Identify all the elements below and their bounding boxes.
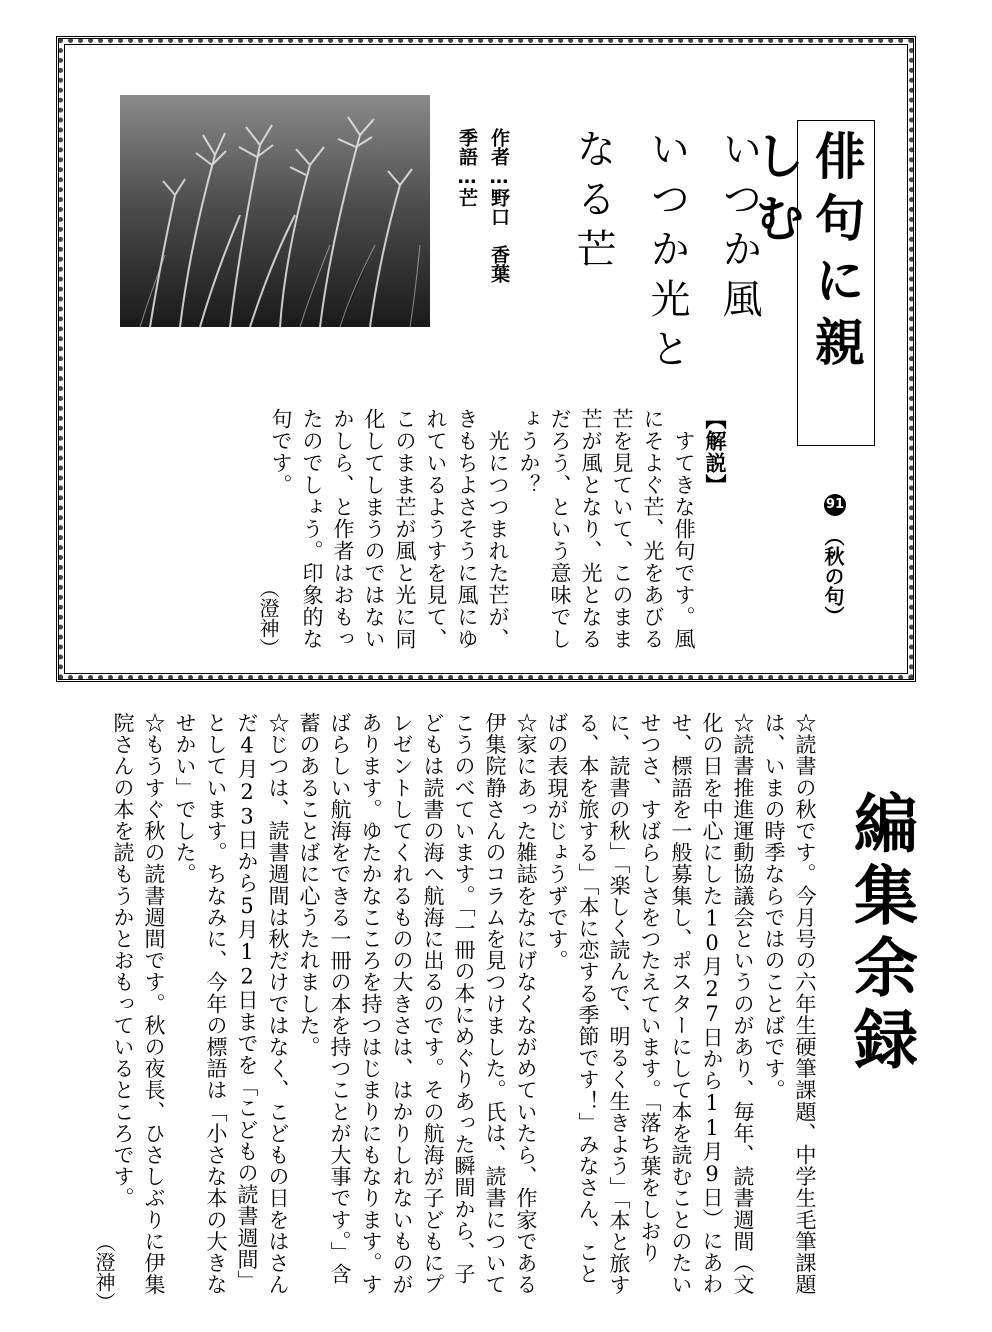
commentary-paragraph: 光につつまれた芒が、きもちよさそうに風にゆれているようすを見て、このまま芒が風と光に同化してしまうのではないかしら、と作者はおもったのでしょう。印象的な句です。 xyxy=(269,408,510,650)
editorial-signature: （澄神） xyxy=(92,1232,116,1312)
commentary-block xyxy=(265,408,730,658)
commentary-paragraph: すてきな俳句です。風にそよぐ芒、光をあびる芒を見ていて、このまま芒が風となり、光となるだろう、という意味でしょうか？ xyxy=(517,408,696,650)
kigo-label: 季語…芒 xyxy=(456,128,478,207)
haiku-section-title: 俳句に親しむ xyxy=(747,130,866,378)
editorial-body xyxy=(92,712,820,1302)
haiku-line-2: いつか光と xyxy=(644,128,690,378)
editorial-title: 編集余録 xyxy=(843,790,918,1078)
season-label: （秋の句） xyxy=(821,526,845,626)
editorial-paragraph: ☆読書の秋です。今月号の六年生硬筆課題、中学生毛筆課題は、いまの時季ならではのことばです。 xyxy=(762,712,817,1296)
editorial-paragraph: ☆じつは、読書週間は秋だけではなく、こどもの日をはさんだ4月23日から5月12日までを「こどもの読書週間」としています。ちなみに、今年の標語は「小さな本の大きなせかい」でした。 xyxy=(173,712,290,1296)
author-label: 作者…野口 香葉 xyxy=(488,128,510,283)
issue-number-badge: 91 xyxy=(824,494,846,516)
editorial-paragraph: ☆もうすぐ秋の読書週間です。秋の夜長、ひさしぶりに伊集院さんの本を読もうかとおもっているところです。 xyxy=(111,712,166,1296)
pampas-grass-photo xyxy=(120,95,430,327)
editorial-paragraph: ☆読書推進運動協議会というのがあり、毎年、読書週間（文化の日を中心にした10月27日から11月9日）にあわせ、標語を一般募集し、ポスターにして本を読むことのたいせつさ、すばらしさをつたえています。「落ち葉をしおりに、読書の秋」「楽しく読んで、明るく生きよう」「本と旅する、本を旅する」「本に恋する季節です！」みなさん、ことばの表現がじょうずです。 xyxy=(545,712,755,1296)
commentary-signature: （澄神） xyxy=(256,578,280,658)
commentary-heading: 【解説】 xyxy=(703,408,727,496)
haiku-line-1: いつか風 xyxy=(716,128,762,328)
editorial-paragraph: ☆家にあった雑誌をなにげなくながめていたら、作家である伊集院静さんのコラムを見つけました。氏は、読書についてこうのべています。「一冊の本にめぐりあった瞬間から、子どもは読書の海へ航海に出るのです。その航海が子どもにプレゼントしてくれるものの大きさは、はかりしれないものがあります。ゆたかなこころを持つはじまりにもなります。すばらしい航海をできる一冊の本を持つことが大事です。」含蓄のあることばに心うたれました。 xyxy=(297,712,538,1296)
pampas-grass-image xyxy=(120,95,430,327)
haiku-line-3: なる芒 xyxy=(570,128,616,278)
